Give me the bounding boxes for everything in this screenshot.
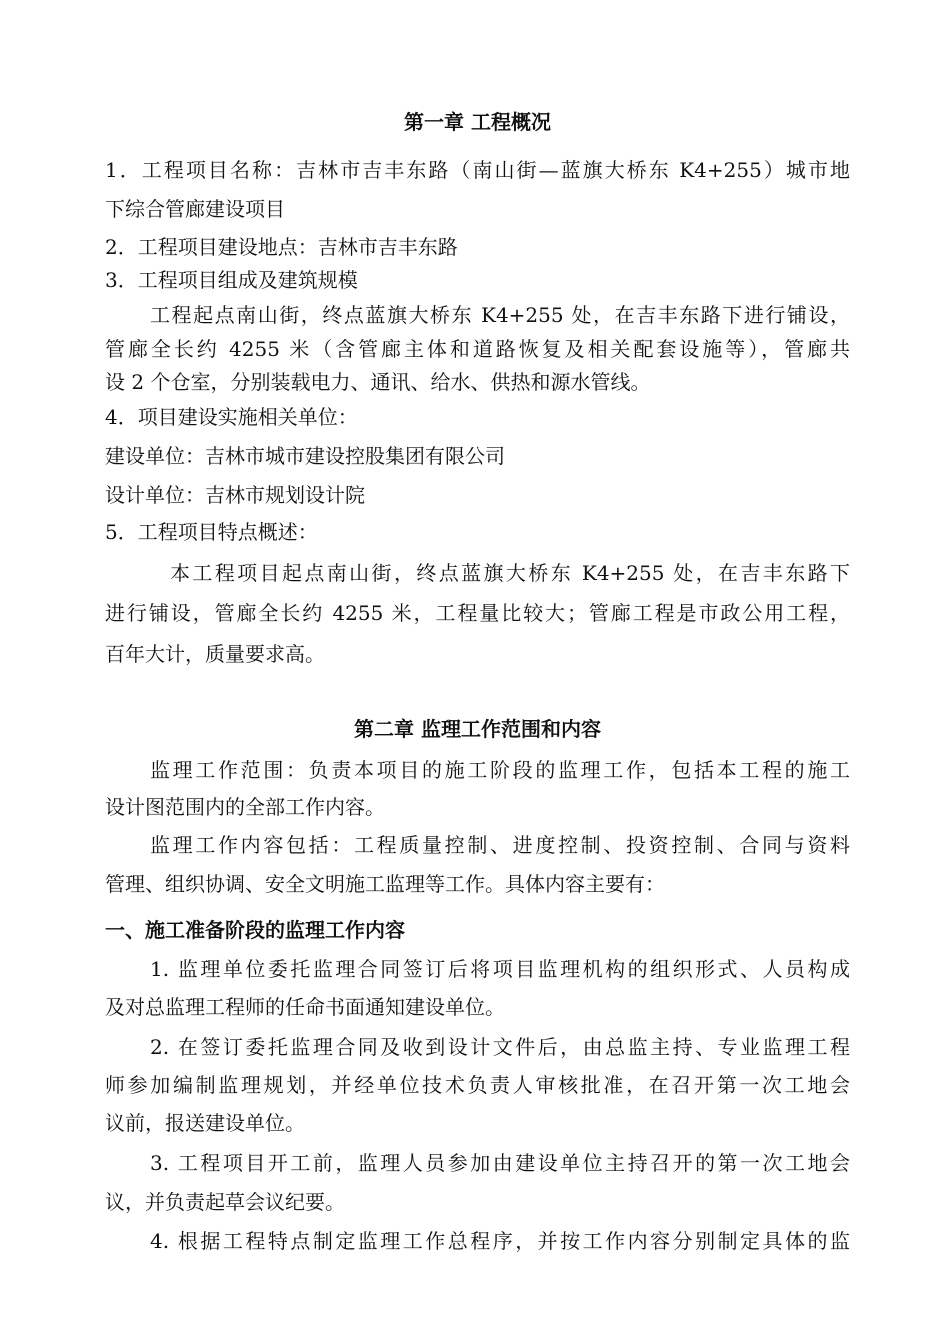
text-line: 建设单位：吉林市城市建设控股集团有限公司 (105, 444, 505, 468)
text-line: 百年大计，质量要求高。 (105, 642, 325, 666)
text-line: 4．项目建设实施相关单位： (105, 405, 358, 429)
text-line: 2. 在签订委托监理合同及收到设计文件后，由总监主持、专业监理工程 (150, 1035, 850, 1059)
text-line: 设计图范围内的全部工作内容。 (105, 795, 385, 819)
text-line: 3. 工程项目开工前，监理人员参加由建设单位主持召开的第一次工地会 (150, 1151, 850, 1175)
text-line: 2．工程项目建设地点：吉林市吉丰东路 (105, 235, 458, 259)
text-line: 工程起点南山街，终点蓝旗大桥东 K4+255 处，在吉丰东路下进行铺设， (150, 303, 850, 327)
chapter-1-title: 第一章 工程概况 (404, 110, 551, 134)
text-line: 管理、组织协调、安全文明施工监理等工作。具体内容主要有： (105, 872, 665, 896)
text-line: 及对总监理工程师的任命书面通知建设单位。 (105, 995, 505, 1019)
chapter-2-title: 第二章 监理工作范围和内容 (354, 717, 601, 741)
text-line: 5．工程项目特点概述： (105, 520, 318, 544)
text-line: 下综合管廊建设项目 (105, 197, 285, 221)
text-line: 1．工程项目名称：吉林市吉丰东路（南山街—蓝旗大桥东 K4+255）城市地 (105, 158, 850, 182)
text-line: 议，并负责起草会议纪要。 (105, 1190, 345, 1214)
text-line: 4. 根据工程特点制定监理工作总程序，并按工作内容分别制定具体的监 (150, 1229, 850, 1253)
text-line: 师参加编制监理规划，并经单位技术负责人审核批准，在召开第一次工地会 (105, 1073, 850, 1097)
section-heading: 一、施工准备阶段的监理工作内容 (105, 918, 405, 942)
text-line: 监理工作内容包括：工程质量控制、进度控制、投资控制、合同与资料 (150, 833, 850, 857)
text-line: 设计单位：吉林市规划设计院 (105, 483, 365, 507)
text-line: 设 2 个仓室，分别装载电力、通讯、给水、供热和源水管线。 (105, 370, 651, 394)
text-line: 进行铺设，管廊全长约 4255 米，工程量比较大；管廊工程是市政公用工程， (105, 601, 850, 625)
text-line: 监理工作范围：负责本项目的施工阶段的监理工作，包括本工程的施工 (150, 758, 850, 782)
text-line: 管廊全长约 4255 米（含管廊主体和道路恢复及相关配套设施等），管廊共 (105, 337, 850, 361)
text-line: 本工程项目起点南山街，终点蓝旗大桥东 K4+255 处，在吉丰东路下 (170, 561, 850, 585)
text-line: 议前，报送建设单位。 (105, 1111, 305, 1135)
text-line: 1. 监理单位委托监理合同签订后将项目监理机构的组织形式、人员构成 (150, 957, 850, 981)
text-line: 3．工程项目组成及建筑规模 (105, 268, 358, 292)
